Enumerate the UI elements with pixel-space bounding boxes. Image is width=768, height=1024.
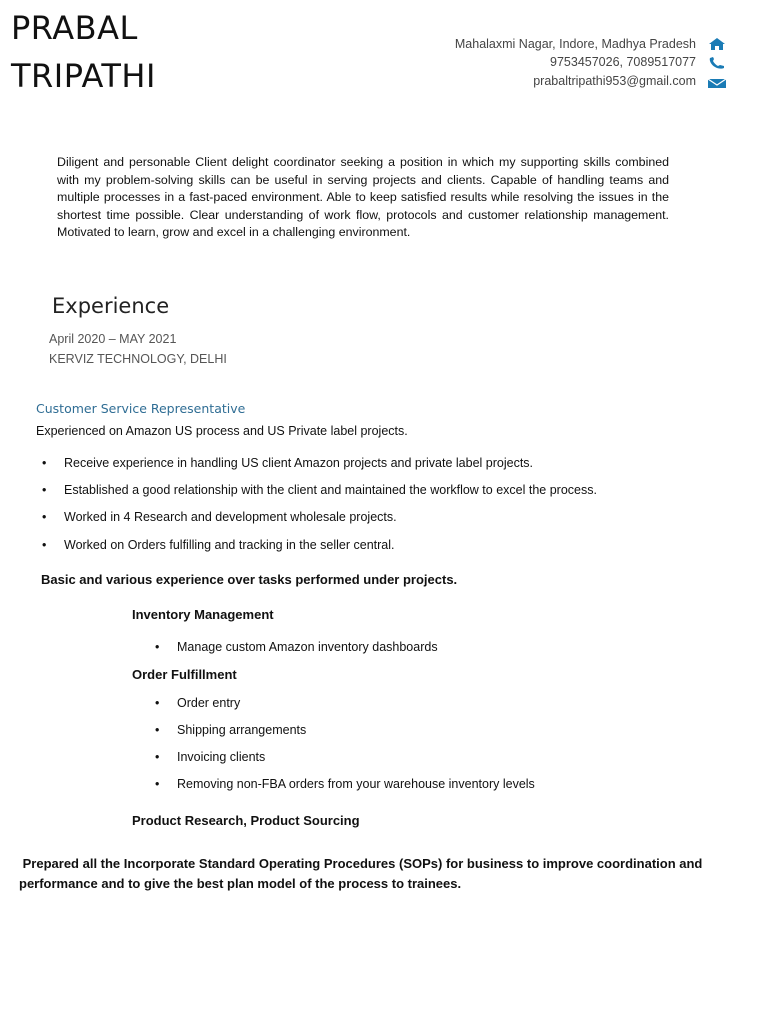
bullet-icon: • [155,777,160,791]
bullet-icon: • [42,483,47,497]
bullet-icon: • [42,538,47,552]
contact-phone: 9753457026, 7089517077 [550,55,696,69]
research-heading: Product Research, Product Sourcing [132,813,360,828]
closing-paragraph [19,854,719,893]
list-item-text: Receive experience in handling US client Amazon projects and private label projects. [64,456,534,470]
home-icon [707,37,727,51]
company-name: KERVIZ TECHNOLOGY, DELHI [49,352,227,366]
name-last: TRIPATHI [11,57,156,95]
list-item-text: Manage custom Amazon inventory dashboards [177,640,438,654]
fulfillment-heading: Order Fulfillment [132,667,237,682]
summary-paragraph: Diligent and personable Client delight coordinator seeking a position in which my supporting skills combined with my problem-solving skills can be useful in serving projects and clients. Capable of handling teams and multiple processes in a fast-paced environment. Able to keep satisfied results while resolving the issues in the shortest time possible. Clear understanding of work flow, protocols and customer relationship management. Motivated to learn, grow and excel in a challenging environment. [57,155,669,240]
job-role: Customer Service Representative [36,401,246,416]
contact-email[interactable]: prabaltripathi953@gmail.com [533,74,696,88]
phone-icon [707,56,727,70]
closing-text: Prepared all the Incorporate Standard Operating Procedures (SOPs) for business to improve coordination and performance and to give the best plan model of the process to trainees. [19,856,703,891]
name-first: PRABAL [11,9,138,47]
list-item-text: Invoicing clients [177,750,266,764]
list-item-text: Shipping arrangements [177,723,307,737]
envelope-icon [707,76,727,90]
experience-heading: Experience [52,294,170,318]
role-intro: Experienced on Amazon US process and US Private label projects. [36,424,408,438]
inventory-heading: Inventory Management [132,607,274,622]
list-item-text: Worked in 4 Research and development wholesale projects. [64,510,397,524]
tasks-heading: Basic and various experience over tasks performed under projects. [41,572,458,587]
bullet-icon: • [42,456,47,470]
bullet-icon: • [155,640,160,654]
bullet-icon: • [155,750,160,764]
bullet-icon: • [42,510,47,524]
bullet-icon: • [155,696,160,710]
job-dates: April 2020 – MAY 2021 [49,332,177,346]
list-item-text: Removing non-FBA orders from your warehouse inventory levels [177,777,535,791]
contact-address: Mahalaxmi Nagar, Indore, Madhya Pradesh [454,37,696,51]
bullet-icon: • [155,723,160,737]
list-item-text: Established a good relationship with the client and maintained the workflow to excel the process. [64,483,597,497]
list-item-text: Worked on Orders fulfilling and tracking in the seller central. [64,538,395,552]
list-item-text: Order entry [177,696,241,710]
